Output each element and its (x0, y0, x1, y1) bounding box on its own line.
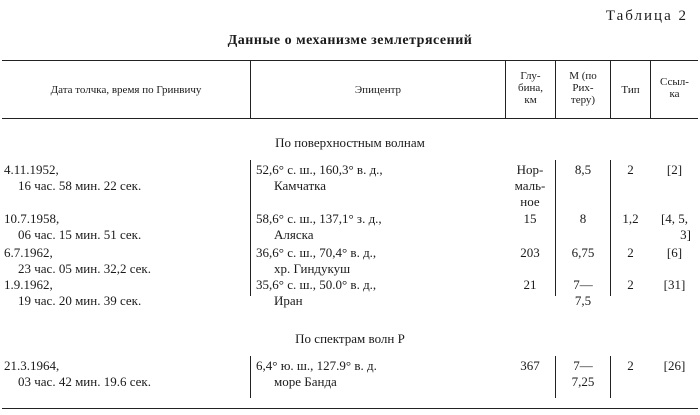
row-epicenter: 35,6° с. ш., 50.0° в. д., Иран (256, 277, 377, 308)
row-type: 2 (627, 277, 634, 292)
row-ref: [31] (663, 277, 686, 292)
row-depth: 203 (520, 245, 540, 260)
row-depth: 15 (523, 211, 537, 226)
section-label: По спектрам волн P (295, 331, 405, 346)
header-epicenter: Эпицентр (354, 84, 402, 96)
table-bottom-rule (2, 408, 698, 409)
row-depth: 367 (520, 358, 540, 373)
header-top-rule (2, 60, 698, 61)
row-magnitude: 7— 7,25 (571, 358, 595, 389)
header-magnitude: M (по Рих- теру) (569, 70, 597, 106)
header-ref: Ссыл- ка (660, 76, 689, 100)
row-type: 2 (627, 162, 634, 177)
row-type: 2 (627, 358, 634, 373)
section-label: По поверхностным волнам (275, 135, 425, 150)
row-ref: [26] (663, 358, 686, 373)
header-bottom-rule (2, 118, 698, 119)
row-magnitude: 8 (579, 211, 587, 226)
row-magnitude: 6,75 (571, 245, 595, 260)
column-divider (610, 160, 611, 296)
row-ref: [2] (666, 162, 683, 177)
row-magnitude: 7— 7,5 (573, 277, 593, 308)
row-depth: Нор- маль- ное (514, 162, 546, 209)
row-date: 4.11.1952, 16 час. 58 мин. 22 сек. (4, 162, 142, 193)
column-divider (250, 160, 251, 296)
row-ref: [4, 5, 3] (660, 211, 691, 242)
row-epicenter: 58,6° с. ш., 137,1° з. д., Аляска (256, 211, 382, 242)
row-type: 2 (627, 245, 634, 260)
row-date: 21.3.1964, 03 час. 42 мин. 19.6 сек. (4, 358, 151, 389)
row-epicenter: 6,4° ю. ш., 127.9° в. д. море Банда (256, 358, 377, 389)
row-date: 6.7.1962, 23 час. 05 мин. 32,2 сек. (4, 245, 151, 276)
header-date: Дата толчка, время по Гринвичу (50, 84, 202, 96)
column-divider (555, 160, 556, 296)
table-title: Данные о механизме землетрясений (227, 33, 473, 48)
table-label: Таблица 2 (605, 8, 688, 24)
column-divider (250, 356, 251, 398)
header-depth: Глу- бина, км (517, 70, 543, 106)
row-type: 1,2 (622, 211, 639, 226)
row-epicenter: 52,6° с. ш., 160,3° в. д., Камчатка (256, 162, 383, 193)
row-ref: [6] (666, 245, 683, 260)
header-type: Тип (621, 84, 640, 96)
row-depth: 21 (523, 277, 537, 292)
row-date: 1.9.1962, 19 час. 20 мин. 39 сек. (4, 277, 142, 308)
row-date: 10.7.1958, 06 час. 15 мин. 51 сек. (4, 211, 142, 242)
row-magnitude: 8,5 (574, 162, 592, 177)
row-epicenter: 36,6° с. ш., 70,4° в. д., хр. Гиндукуш (256, 245, 377, 276)
